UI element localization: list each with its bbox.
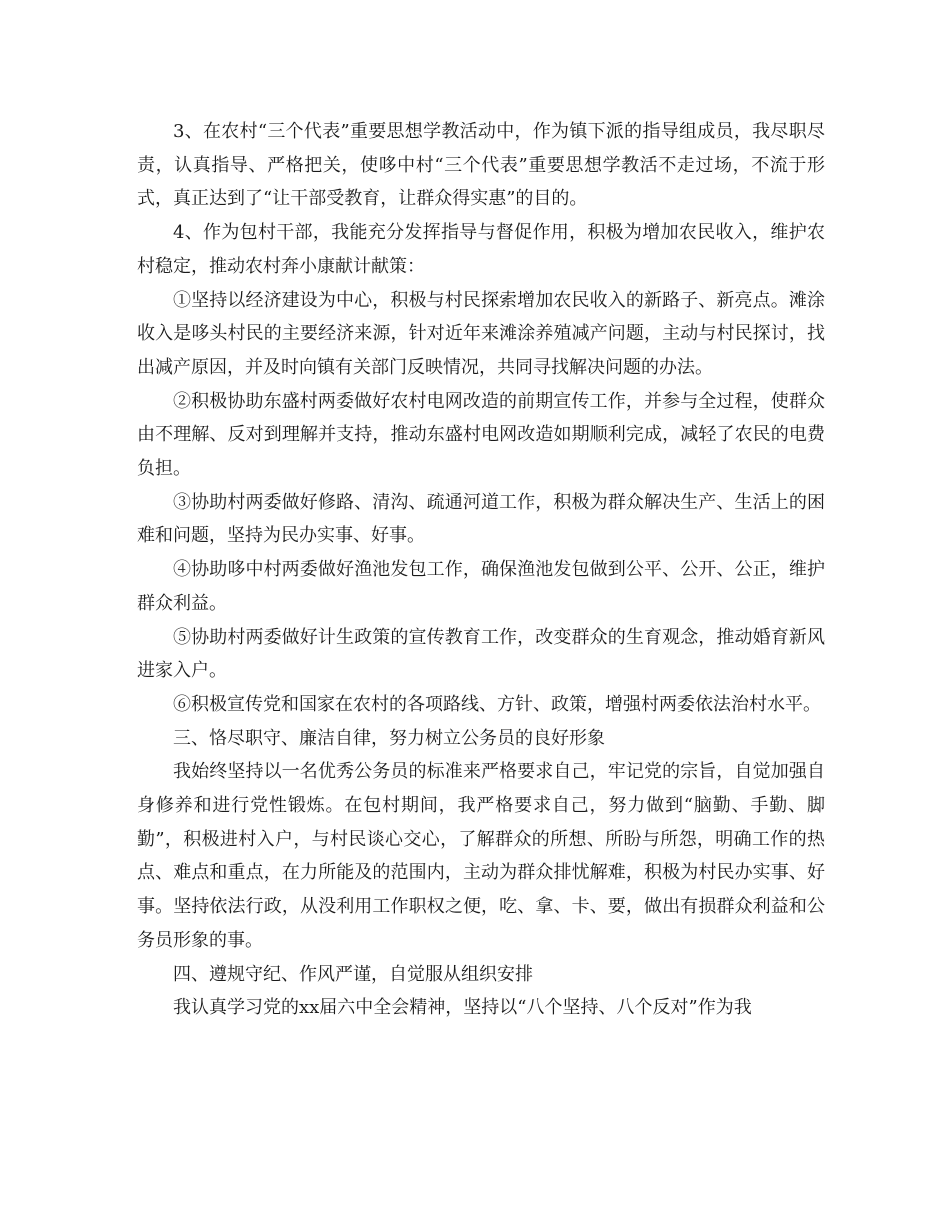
paragraph-item-4-fishponds: ④协助哆中村两委做好渔池发包工作，确保渔池发包做到公平、公开、公正，维护群众利益。 <box>137 559 825 614</box>
paragraph-village-cadre-role: 4、作为包村干部，我能充分发挥指导与督促作用，积极为增加农民收入，维护农村稳定，推动农村奔小康献计献策： <box>137 222 825 277</box>
section-heading-three: 三、恪尽职守、廉洁自律，努力树立公务员的良好形象 <box>173 727 605 749</box>
paragraph-party-study: 我认真学习党的xx届六中全会精神，坚持以“八个坚持、八个反对”作为我 <box>173 997 752 1019</box>
paragraph-civil-servant-conduct: 我始终坚持以一名优秀公务员的标准来严格要求自己，牢记党的宗旨，自觉加强自身修养和进行党性锻炼。在包村期间，我严格要求自己，努力做到“脑勤、手勤、脚勤”，积极进村入户，与村民谈心交心，了解群众的所想、所盼与所怨，明确工作的热点、难点和重点，在力所能及的范围内，主动为群众排忧解难，积极为村民办实事、好事。坚持依法行政，从没利用工作职权之便，吃、拿、卡、要，做出有损群众利益和公务员形象的事。 <box>137 761 825 951</box>
paragraph-item-3-roads: ③协助村两委做好修路、清沟、疏通河道工作，积极为群众解决生产、生活上的困难和问题，坚持为民办实事、好事。 <box>137 491 825 547</box>
document-body <box>137 115 825 1025</box>
paragraph-item-2-power-grid: ②积极协助东盛村两委做好农村电网改造的前期宣传工作，并参与全过程，使群众由不理解、反对到理解并支持，推动东盛村电网改造如期顺利完成，减轻了农民的电费负担。 <box>137 390 825 480</box>
section-heading-four: 四、遵规守纪、作风严谨，自觉服从组织安排 <box>173 963 533 985</box>
paragraph-item-6-policy-promotion: ⑥积极宣传党和国家在农村的各项路线、方针、政策，增强村两委依法治村水平。 <box>173 693 821 715</box>
paragraph-item-1-income: ①坚持以经济建设为中心，积极与村民探索增加农民收入的新路子、新亮点。滩涂收入是哆头村民的主要经济来源，针对近年来滩涂养殖减产问题，主动与村民探讨，找出减产原因，并及时向镇有关部门反映情况，共同寻找解决问题的办法。 <box>137 289 825 378</box>
paragraph-item-5-family-planning: ⑤协助村两委做好计生政策的宣传教育工作，改变群众的生育观念，推动婚育新风进家入户。 <box>137 626 825 682</box>
paragraph-village-three-represents: 3、在农村“三个代表”重要思想学教活动中，作为镇下派的指导组成员，我尽职尽责，认真指导、严格把关，使哆中村“三个代表”重要思想学教活不走过场，不流于形式，真正达到了“让干部受教育，让群众得实惠”的目的。 <box>137 121 825 210</box>
